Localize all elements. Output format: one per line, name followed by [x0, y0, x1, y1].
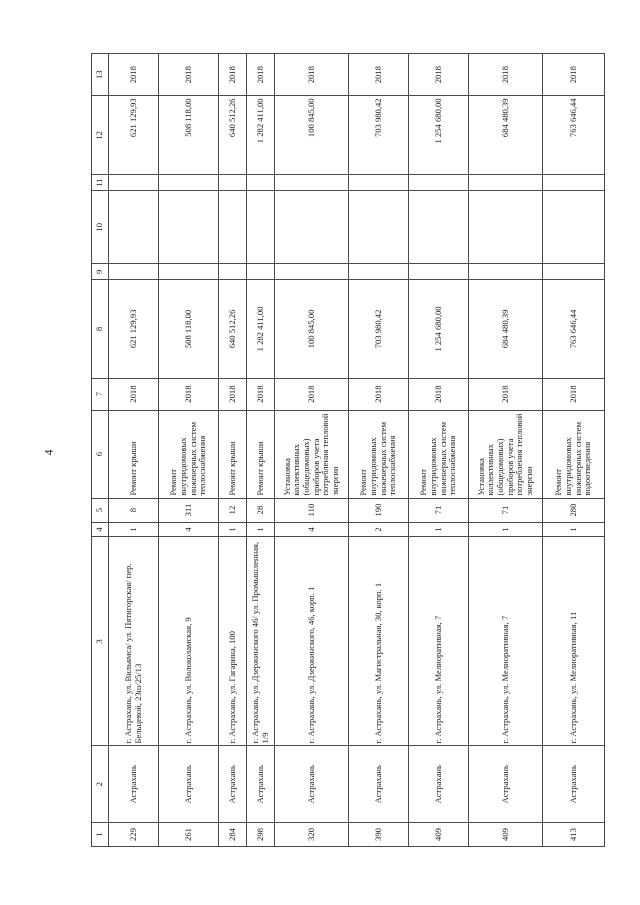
cost: 684 480,39	[469, 280, 543, 378]
column-header: 6	[92, 410, 109, 498]
municipality: Астрахань	[349, 746, 409, 823]
address: г. Астрахань, ул. Дзержинского, 46, корп. 1	[275, 537, 349, 746]
cell-5: 8	[109, 498, 159, 522]
year: 2018	[349, 378, 409, 410]
total-cost: 763 646,44	[543, 96, 605, 175]
cost: 703 980,42	[349, 280, 409, 378]
cell-9	[409, 264, 469, 280]
column-header: 5	[92, 498, 109, 522]
table-row	[543, 54, 605, 847]
column-header: 1	[92, 823, 109, 847]
table-row	[349, 54, 409, 847]
completion-year: 2018	[219, 54, 247, 96]
municipality: Астрахань	[247, 746, 275, 823]
completion-year: 2018	[247, 54, 275, 96]
cell-11	[469, 175, 543, 191]
cell-9	[349, 264, 409, 280]
table-row	[247, 54, 275, 847]
total-cost: 621 129,93	[109, 96, 159, 175]
table-row	[109, 54, 159, 847]
address: г. Астрахань, ул. Мелиоративная, 7	[469, 537, 543, 746]
year: 2018	[109, 378, 159, 410]
cell-5: 311	[159, 498, 219, 522]
address: г. Астрахань, ул. Вильямса/ ул. Пятигорская/ пер. Бельцевой, 23ш/25/13	[109, 537, 159, 746]
cell-9	[109, 264, 159, 280]
cell-4: 1	[247, 522, 275, 537]
table-row	[159, 54, 219, 847]
cost: 621 129,93	[109, 280, 159, 378]
year: 2018	[159, 378, 219, 410]
column-header: 4	[92, 522, 109, 537]
municipality: Астрахань	[159, 746, 219, 823]
completion-year: 2018	[275, 54, 349, 96]
table-row	[469, 54, 543, 847]
table-row	[219, 54, 247, 847]
cell-10	[109, 191, 159, 264]
column-header: 2	[92, 746, 109, 823]
cell-5: 28	[247, 498, 275, 522]
cell-5: 280	[543, 498, 605, 522]
cost: 100 845,00	[275, 280, 349, 378]
row-number: 413	[543, 823, 605, 847]
municipality: Астрахань	[275, 746, 349, 823]
address: г. Астрахань, ул. Волоколамская, 9	[159, 537, 219, 746]
cell-11	[409, 175, 469, 191]
cell-10	[275, 191, 349, 264]
column-header: 8	[92, 280, 109, 378]
cell-4: 1	[469, 522, 543, 537]
total-cost: 100 845,00	[275, 96, 349, 175]
cell-10	[543, 191, 605, 264]
municipality: Астрахань	[109, 746, 159, 823]
cell-9	[219, 264, 247, 280]
cell-9	[275, 264, 349, 280]
table-container	[91, 53, 603, 847]
cell-10	[219, 191, 247, 264]
year: 2018	[219, 378, 247, 410]
completion-year: 2018	[159, 54, 219, 96]
municipality: Астрахань	[469, 746, 543, 823]
cell-10	[159, 191, 219, 264]
row-number: 409	[469, 823, 543, 847]
cost: 763 646,44	[543, 280, 605, 378]
cell-11	[159, 175, 219, 191]
work-type: Ремонт крыши	[219, 410, 247, 498]
cell-5: 110	[275, 498, 349, 522]
header-row	[92, 54, 109, 847]
cell-4: 1	[409, 522, 469, 537]
column-header: 7	[92, 378, 109, 410]
cell-4: 1	[219, 522, 247, 537]
cell-11	[219, 175, 247, 191]
cell-9	[159, 264, 219, 280]
row-number: 284	[219, 823, 247, 847]
work-type: Ремонт внутридомовых инженерных систем водоотведения	[543, 410, 605, 498]
work-type: Ремонт внутридомовых инженерных систем теплоснабжения	[409, 410, 469, 498]
cell-10	[409, 191, 469, 264]
cell-11	[543, 175, 605, 191]
address: г. Астрахань, ул. Магистральная, 30, корп. 1	[349, 537, 409, 746]
cell-10	[247, 191, 275, 264]
cell-5: 71	[469, 498, 543, 522]
completion-year: 2018	[109, 54, 159, 96]
work-type: Установка коллективных (общедомовых) приборов учета потребления тепловой энергии	[469, 410, 543, 498]
rotated-table-area	[91, 53, 603, 847]
year: 2018	[409, 378, 469, 410]
cell-9	[543, 264, 605, 280]
completion-year: 2018	[543, 54, 605, 96]
cell-4: 2	[349, 522, 409, 537]
year: 2018	[543, 378, 605, 410]
cell-4: 1	[543, 522, 605, 537]
cell-11	[109, 175, 159, 191]
total-cost: 1 282 411,00	[247, 96, 275, 175]
total-cost: 703 980,42	[349, 96, 409, 175]
cell-9	[469, 264, 543, 280]
cell-11	[349, 175, 409, 191]
cost: 508 118,00	[159, 280, 219, 378]
cell-4: 1	[109, 522, 159, 537]
cost: 1 282 411,00	[247, 280, 275, 378]
row-number: 298	[247, 823, 275, 847]
table-row	[409, 54, 469, 847]
address: г. Астрахань, ул. Дзержинского 46/ ул. Промышленная, 1/9	[247, 537, 275, 746]
municipality: Астрахань	[409, 746, 469, 823]
row-number: 320	[275, 823, 349, 847]
work-type: Установка коллективных (общедомовых) приборов учета потребления тепловой энергии	[275, 410, 349, 498]
column-header: 3	[92, 537, 109, 746]
work-type: Ремонт внутридомовых инженерных систем теплоснабжения	[349, 410, 409, 498]
municipality: Астрахань	[543, 746, 605, 823]
cell-10	[349, 191, 409, 264]
cell-11	[247, 175, 275, 191]
cell-5: 71	[409, 498, 469, 522]
address: г. Астрахань, ул. Мелиоративная, 11	[543, 537, 605, 746]
row-number: 261	[159, 823, 219, 847]
cell-4: 4	[159, 522, 219, 537]
cell-9	[247, 264, 275, 280]
row-number: 390	[349, 823, 409, 847]
work-type: Ремонт крыши	[247, 410, 275, 498]
completion-year: 2018	[409, 54, 469, 96]
address: г. Астрахань, ул. Гагарина, 100	[219, 537, 247, 746]
column-header: 9	[92, 264, 109, 280]
cell-11	[275, 175, 349, 191]
column-header: 13	[92, 54, 109, 96]
total-cost: 640 512,26	[219, 96, 247, 175]
completion-year: 2018	[349, 54, 409, 96]
total-cost: 684 480,39	[469, 96, 543, 175]
completion-year: 2018	[469, 54, 543, 96]
capital-repair-table	[91, 53, 605, 847]
cost: 1 254 680,00	[409, 280, 469, 378]
cell-10	[469, 191, 543, 264]
work-type: Ремонт внутридомовых инженерных систем теплоснабжения	[159, 410, 219, 498]
row-number: 409	[409, 823, 469, 847]
row-number: 229	[109, 823, 159, 847]
cell-5: 190	[349, 498, 409, 522]
year: 2018	[469, 378, 543, 410]
municipality: Астрахань	[219, 746, 247, 823]
cell-5: 12	[219, 498, 247, 522]
year: 2018	[247, 378, 275, 410]
table-row	[275, 54, 349, 847]
work-type: Ремонт крыши	[109, 410, 159, 498]
cost: 640 512,26	[219, 280, 247, 378]
column-header: 12	[92, 96, 109, 175]
total-cost: 508 118,00	[159, 96, 219, 175]
cell-4: 4	[275, 522, 349, 537]
year: 2018	[275, 378, 349, 410]
column-header: 11	[92, 175, 109, 191]
address: г. Астрахань, ул. Мелиоративная, 7	[409, 537, 469, 746]
column-header: 10	[92, 191, 109, 264]
total-cost: 1 254 680,00	[409, 96, 469, 175]
page-number: 4	[41, 449, 56, 456]
